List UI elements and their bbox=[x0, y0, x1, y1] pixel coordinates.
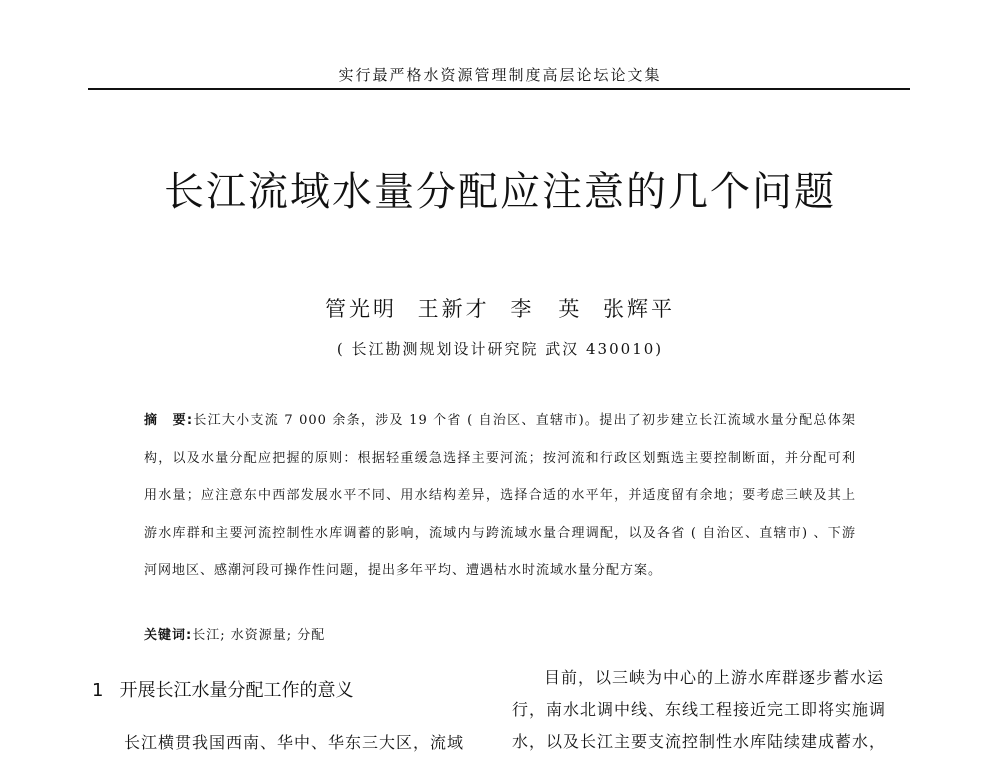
keywords-text: 长江; 水资源量; 分配 bbox=[192, 628, 326, 643]
abstract bbox=[144, 402, 856, 590]
right-column bbox=[512, 662, 908, 758]
affiliation: ( 长江勘测规划设计研究院 武汉 430010) bbox=[336, 340, 664, 358]
right-column-paragraph: 目前，以三峡为中心的上游水库群逐步蓄水运行，南水北调中线、东线工程接近完工即将实施调水，以及长江主要支流控制性水库陆续建成蓄水， bbox=[512, 668, 887, 751]
author-name: 管光明 bbox=[324, 297, 397, 321]
section-heading bbox=[92, 676, 353, 702]
abstract-label: 摘 要: bbox=[144, 413, 194, 428]
section-number: 1 bbox=[92, 680, 104, 701]
section-title: 开展长江水量分配工作的意义 bbox=[119, 680, 354, 701]
keywords bbox=[144, 624, 856, 643]
keywords-label: 关键词: bbox=[144, 628, 193, 643]
author-name: 张辉平 bbox=[603, 297, 676, 321]
abstract-text: 长江大小支流 7 000 余条，涉及 19 个省 ( 自治区、直辖市)。提出了初步建立长江流域水量分配总体架构，以及水量分配应把握的原则：根据轻重缓急选择主要河流；按河流和行政区划甄选主要控制断面，并分配可利用水量；应注意东中西部发展水平不同、用水结构差异，选择合适的水平年，并适度留有余地；要考虑三峡及其上游水库群和主要河流控制性水库调蓄的影响，流域内与跨流域水量合理调配，以及各省 ( 自治区、直辖市) 、下游河网地区、感潮河段可操作性问题，提出多年平均、遭遇枯水时流域水量分配方案。 bbox=[144, 413, 856, 579]
author-list bbox=[0, 293, 1000, 323]
header-rule bbox=[88, 88, 910, 90]
running-header: 实行最严格水资源管理制度高层论坛论文集 bbox=[338, 66, 662, 84]
paper-title: 长江流域水量分配应注意的几个问题 bbox=[164, 169, 836, 215]
author-name: 李 英 bbox=[510, 297, 583, 321]
author-name: 王新才 bbox=[417, 297, 490, 321]
left-column-paragraph: 长江横贯我国西南、华中、华东三大区，流域 bbox=[124, 733, 465, 752]
